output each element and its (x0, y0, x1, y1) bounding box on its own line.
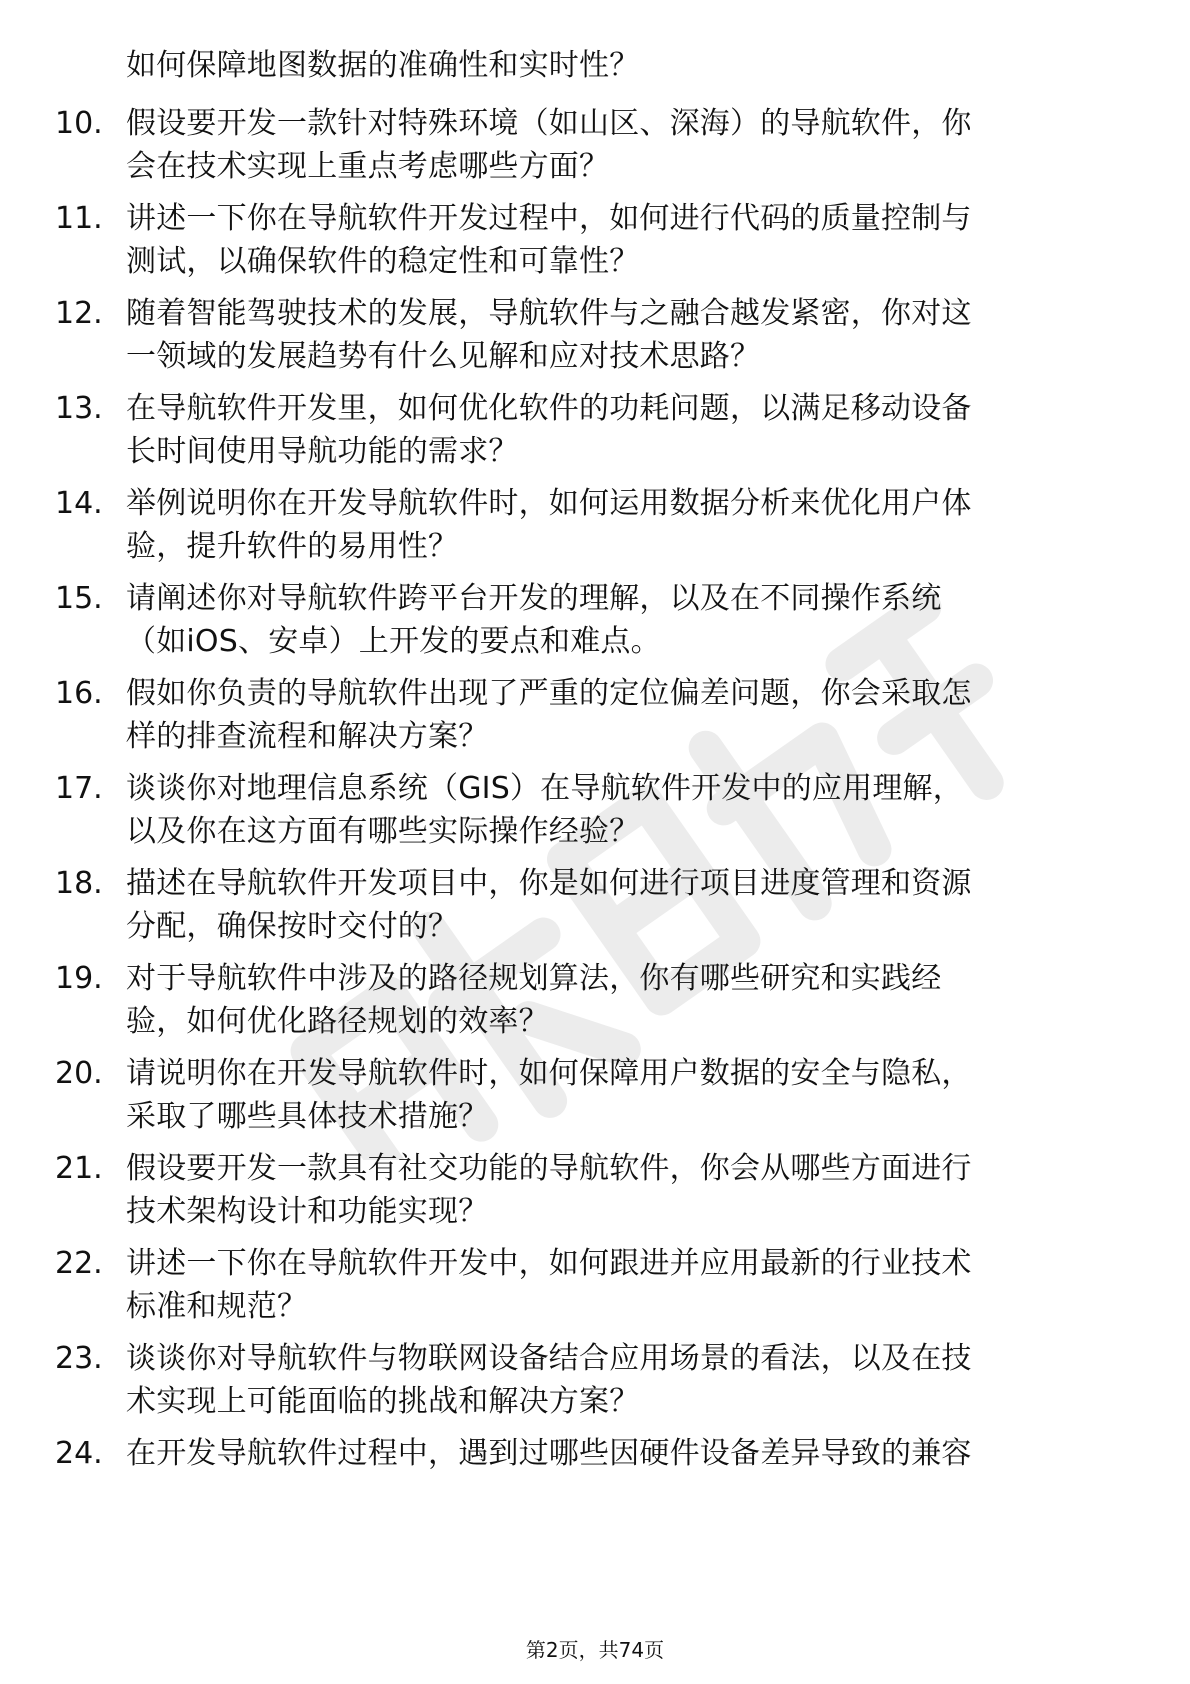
question-text-line: 假设要开发一款具有社交功能的导航软件，你会从哪些方面进行 (126, 1151, 972, 1186)
page-footer: 第2页，共74页 (525, 1638, 665, 1662)
question-number: 22. (55, 1246, 103, 1281)
question-text-line: 讲述一下你在导航软件开发中，如何跟进并应用最新的行业技术 (126, 1246, 972, 1281)
question-number: 19. (55, 961, 103, 996)
question-number: 11. (55, 201, 103, 236)
question-text-line: 标准和规范？ (126, 1289, 308, 1324)
question-number: 10. (55, 106, 103, 141)
question-text-line: 请阐述你对导航软件跨平台开发的理解，以及在不同操作系统 (126, 581, 942, 616)
question-text-line: 谈谈你对地理信息系统（GIS）在导航软件开发中的应用理解， (126, 771, 963, 806)
question-text-line: 采取了哪些具体技术措施？ (126, 1099, 489, 1134)
continuation-line: 如何保障地图数据的准确性和实时性？ (126, 48, 640, 83)
question-text-line: 以及你在这方面有哪些实际操作经验？ (126, 814, 640, 849)
question-number: 13. (55, 391, 103, 426)
question-number: 23. (55, 1341, 103, 1376)
question-text-line: 随着智能驾驶技术的发展，导航软件与之融合越发紧密，你对这 (126, 296, 972, 331)
question-text-line: 讲述一下你在导航软件开发过程中，如何进行代码的质量控制与 (126, 201, 972, 236)
question-text-line: 术实现上可能面临的挑战和解决方案？ (126, 1384, 640, 1419)
question-text-line: 对于导航软件中涉及的路径规划算法，你有哪些研究和实践经 (126, 961, 942, 996)
question-text-line: 在导航软件开发里，如何优化软件的功耗问题，以满足移动设备 (126, 391, 972, 426)
question-number: 16. (55, 676, 103, 711)
question-number: 18. (55, 866, 103, 901)
question-number: 17. (55, 771, 103, 806)
question-text-line: 会在技术实现上重点考虑哪些方面？ (126, 149, 610, 184)
question-text-line: 假如你负责的导航软件出现了严重的定位偏差问题，你会采取怎 (126, 676, 972, 711)
question-number: 12. (55, 296, 103, 331)
question-number: 21. (55, 1151, 103, 1186)
question-text-line: 验，提升软件的易用性？ (126, 529, 459, 564)
question-text-line: 举例说明你在开发导航软件时，如何运用数据分析来优化用户体 (126, 486, 972, 521)
question-text-line: 技术架构设计和功能实现？ (126, 1194, 489, 1229)
question-text-line: 验，如何优化路径规划的效率？ (126, 1004, 549, 1039)
question-text-line: 谈谈你对导航软件与物联网设备结合应用场景的看法，以及在技 (126, 1341, 972, 1376)
question-text-line: 假设要开发一款针对特殊环境（如山区、深海）的导航软件，你 (126, 106, 972, 141)
question-text-line: 分配，确保按时交付的？ (126, 909, 459, 944)
question-number: 15. (55, 581, 103, 616)
question-text-line: 请说明你在开发导航软件时，如何保障用户数据的安全与隐私， (126, 1056, 972, 1091)
question-text-line: 测试，以确保软件的稳定性和可靠性？ (126, 244, 640, 279)
question-number: 24. (55, 1436, 103, 1471)
question-number: 20. (55, 1056, 103, 1091)
question-text-line: （如iOS、安卓）上开发的要点和难点。 (126, 624, 661, 659)
question-text-line: 长时间使用导航功能的需求？ (126, 434, 519, 469)
question-text-line: 一领域的发展趋势有什么见解和应对技术思路？ (126, 339, 761, 374)
question-number: 14. (55, 486, 103, 521)
question-text-line: 描述在导航软件开发项目中，你是如何进行项目进度管理和资源 (126, 866, 972, 901)
question-text-line: 在开发导航软件过程中，遇到过哪些因硬件设备差异导致的兼容 (126, 1436, 972, 1471)
question-text-line: 样的排查流程和解决方案？ (126, 719, 489, 754)
